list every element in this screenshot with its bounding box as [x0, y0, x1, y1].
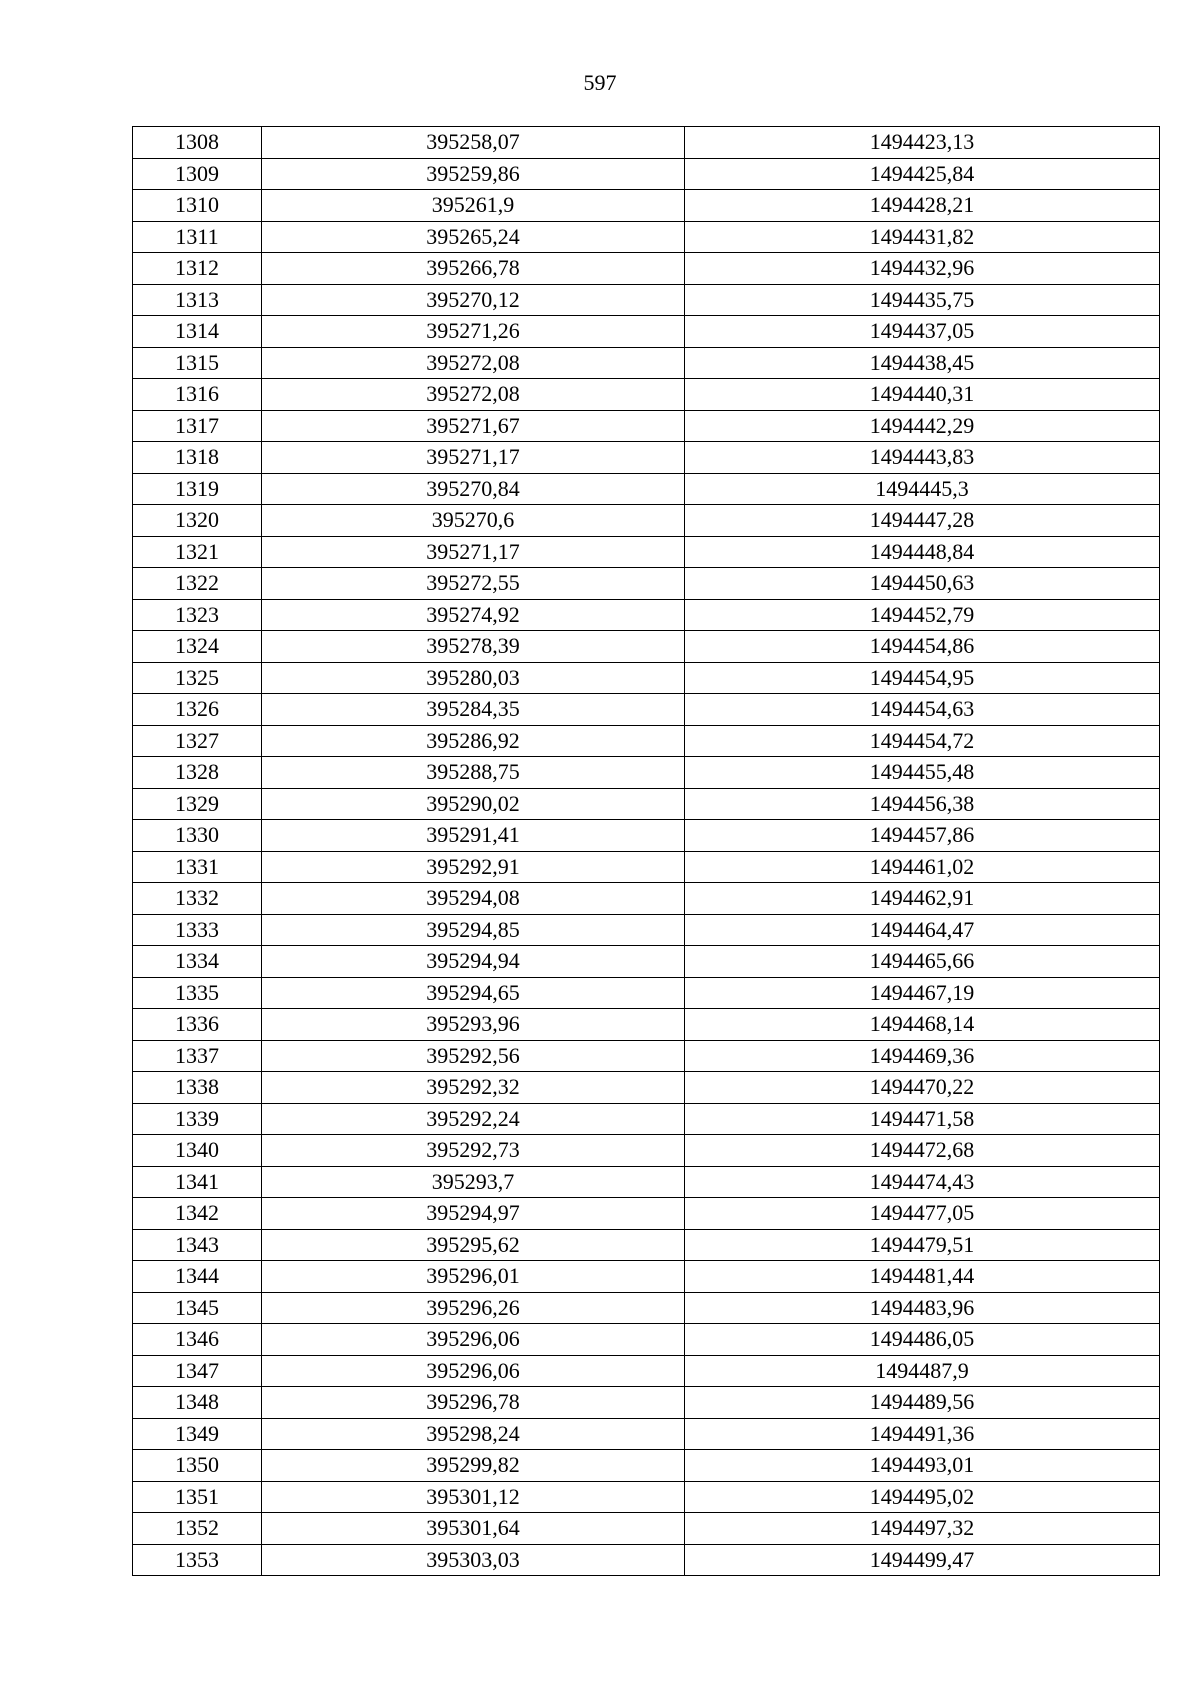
table-row [133, 1418, 1160, 1450]
y-coordinate-cell: 1494438,45 [685, 347, 1160, 379]
point-number-cell: 1322 [133, 568, 262, 600]
y-coordinate-cell: 1494454,63 [685, 694, 1160, 726]
x-coordinate-cell: 395292,56 [262, 1040, 685, 1072]
table-row [133, 1513, 1160, 1545]
x-coordinate-cell: 395265,24 [262, 221, 685, 253]
point-number-cell: 1314 [133, 316, 262, 348]
table-row [133, 347, 1160, 379]
x-coordinate-cell: 395272,55 [262, 568, 685, 600]
table-row [133, 316, 1160, 348]
point-number-cell: 1308 [133, 127, 262, 159]
table-row [133, 851, 1160, 883]
point-number-cell: 1321 [133, 536, 262, 568]
x-coordinate-cell: 395293,96 [262, 1009, 685, 1041]
x-coordinate-cell: 395271,17 [262, 536, 685, 568]
x-coordinate-cell: 395286,92 [262, 725, 685, 757]
point-number-cell: 1352 [133, 1513, 262, 1545]
table-row [133, 1166, 1160, 1198]
table-row [133, 1198, 1160, 1230]
y-coordinate-cell: 1494442,29 [685, 410, 1160, 442]
table-row [133, 725, 1160, 757]
y-coordinate-cell: 1494499,47 [685, 1544, 1160, 1576]
table-row [133, 127, 1160, 159]
table-row [133, 694, 1160, 726]
x-coordinate-cell: 395274,92 [262, 599, 685, 631]
table-row [133, 977, 1160, 1009]
x-coordinate-cell: 395278,39 [262, 631, 685, 663]
table-row [133, 410, 1160, 442]
y-coordinate-cell: 1494479,51 [685, 1229, 1160, 1261]
y-coordinate-cell: 1494464,47 [685, 914, 1160, 946]
x-coordinate-cell: 395270,6 [262, 505, 685, 537]
table-row [133, 946, 1160, 978]
table-row [133, 1135, 1160, 1167]
point-number-cell: 1329 [133, 788, 262, 820]
point-number-cell: 1332 [133, 883, 262, 915]
y-coordinate-cell: 1494437,05 [685, 316, 1160, 348]
x-coordinate-cell: 395270,12 [262, 284, 685, 316]
y-coordinate-cell: 1494472,68 [685, 1135, 1160, 1167]
x-coordinate-cell: 395270,84 [262, 473, 685, 505]
point-number-cell: 1350 [133, 1450, 262, 1482]
x-coordinate-cell: 395271,67 [262, 410, 685, 442]
y-coordinate-cell: 1494481,44 [685, 1261, 1160, 1293]
table-row [133, 1009, 1160, 1041]
y-coordinate-cell: 1494448,84 [685, 536, 1160, 568]
y-coordinate-cell: 1494440,31 [685, 379, 1160, 411]
y-coordinate-cell: 1494445,3 [685, 473, 1160, 505]
x-coordinate-cell: 395298,24 [262, 1418, 685, 1450]
x-coordinate-cell: 395259,86 [262, 158, 685, 190]
x-coordinate-cell: 395295,62 [262, 1229, 685, 1261]
table-row [133, 757, 1160, 789]
y-coordinate-cell: 1494457,86 [685, 820, 1160, 852]
point-number-cell: 1327 [133, 725, 262, 757]
point-number-cell: 1318 [133, 442, 262, 474]
table-row [133, 190, 1160, 222]
table-row [133, 253, 1160, 285]
table-row [133, 662, 1160, 694]
y-coordinate-cell: 1494450,63 [685, 568, 1160, 600]
y-coordinate-cell: 1494428,21 [685, 190, 1160, 222]
y-coordinate-cell: 1494493,01 [685, 1450, 1160, 1482]
y-coordinate-cell: 1494483,96 [685, 1292, 1160, 1324]
table-row [133, 1355, 1160, 1387]
point-number-cell: 1344 [133, 1261, 262, 1293]
point-number-cell: 1324 [133, 631, 262, 663]
x-coordinate-cell: 395301,12 [262, 1481, 685, 1513]
y-coordinate-cell: 1494470,22 [685, 1072, 1160, 1104]
point-number-cell: 1335 [133, 977, 262, 1009]
point-number-cell: 1317 [133, 410, 262, 442]
y-coordinate-cell: 1494454,86 [685, 631, 1160, 663]
point-number-cell: 1310 [133, 190, 262, 222]
y-coordinate-cell: 1494487,9 [685, 1355, 1160, 1387]
x-coordinate-cell: 395291,41 [262, 820, 685, 852]
table-row [133, 568, 1160, 600]
y-coordinate-cell: 1494486,05 [685, 1324, 1160, 1356]
point-number-cell: 1323 [133, 599, 262, 631]
point-number-cell: 1341 [133, 1166, 262, 1198]
table-row [133, 1261, 1160, 1293]
point-number-cell: 1334 [133, 946, 262, 978]
x-coordinate-cell: 395303,03 [262, 1544, 685, 1576]
x-coordinate-cell: 395292,91 [262, 851, 685, 883]
y-coordinate-cell: 1494423,13 [685, 127, 1160, 159]
y-coordinate-cell: 1494431,82 [685, 221, 1160, 253]
table-row [133, 1324, 1160, 1356]
y-coordinate-cell: 1494461,02 [685, 851, 1160, 883]
x-coordinate-cell: 395296,26 [262, 1292, 685, 1324]
point-number-cell: 1313 [133, 284, 262, 316]
y-coordinate-cell: 1494469,36 [685, 1040, 1160, 1072]
x-coordinate-cell: 395301,64 [262, 1513, 685, 1545]
x-coordinate-cell: 395296,06 [262, 1355, 685, 1387]
x-coordinate-cell: 395290,02 [262, 788, 685, 820]
y-coordinate-cell: 1494471,58 [685, 1103, 1160, 1135]
x-coordinate-cell: 395294,85 [262, 914, 685, 946]
x-coordinate-cell: 395292,73 [262, 1135, 685, 1167]
x-coordinate-cell: 395292,32 [262, 1072, 685, 1104]
x-coordinate-cell: 395280,03 [262, 662, 685, 694]
x-coordinate-cell: 395299,82 [262, 1450, 685, 1482]
table-row [133, 914, 1160, 946]
point-number-cell: 1347 [133, 1355, 262, 1387]
table-row [133, 379, 1160, 411]
y-coordinate-cell: 1494456,38 [685, 788, 1160, 820]
x-coordinate-cell: 395284,35 [262, 694, 685, 726]
table-row [133, 1229, 1160, 1261]
y-coordinate-cell: 1494435,75 [685, 284, 1160, 316]
table-row [133, 599, 1160, 631]
table-row [133, 221, 1160, 253]
point-number-cell: 1316 [133, 379, 262, 411]
x-coordinate-cell: 395272,08 [262, 347, 685, 379]
point-number-cell: 1325 [133, 662, 262, 694]
x-coordinate-cell: 395271,17 [262, 442, 685, 474]
y-coordinate-cell: 1494477,05 [685, 1198, 1160, 1230]
x-coordinate-cell: 395293,7 [262, 1166, 685, 1198]
coordinates-table-body [133, 127, 1160, 1576]
y-coordinate-cell: 1494443,83 [685, 442, 1160, 474]
table-row [133, 442, 1160, 474]
table-row [133, 1292, 1160, 1324]
table-row [133, 1103, 1160, 1135]
y-coordinate-cell: 1494454,72 [685, 725, 1160, 757]
point-number-cell: 1353 [133, 1544, 262, 1576]
y-coordinate-cell: 1494468,14 [685, 1009, 1160, 1041]
point-number-cell: 1326 [133, 694, 262, 726]
y-coordinate-cell: 1494454,95 [685, 662, 1160, 694]
y-coordinate-cell: 1494452,79 [685, 599, 1160, 631]
table-row [133, 1544, 1160, 1576]
point-number-cell: 1311 [133, 221, 262, 253]
point-number-cell: 1320 [133, 505, 262, 537]
table-row [133, 284, 1160, 316]
point-number-cell: 1328 [133, 757, 262, 789]
x-coordinate-cell: 395266,78 [262, 253, 685, 285]
x-coordinate-cell: 395261,9 [262, 190, 685, 222]
point-number-cell: 1343 [133, 1229, 262, 1261]
point-number-cell: 1337 [133, 1040, 262, 1072]
point-number-cell: 1330 [133, 820, 262, 852]
x-coordinate-cell: 395294,94 [262, 946, 685, 978]
table-row [133, 631, 1160, 663]
point-number-cell: 1312 [133, 253, 262, 285]
y-coordinate-cell: 1494495,02 [685, 1481, 1160, 1513]
point-number-cell: 1346 [133, 1324, 262, 1356]
x-coordinate-cell: 395296,06 [262, 1324, 685, 1356]
y-coordinate-cell: 1494462,91 [685, 883, 1160, 915]
table-row [133, 883, 1160, 915]
table-row [133, 158, 1160, 190]
table-row [133, 1450, 1160, 1482]
point-number-cell: 1336 [133, 1009, 262, 1041]
y-coordinate-cell: 1494455,48 [685, 757, 1160, 789]
y-coordinate-cell: 1494474,43 [685, 1166, 1160, 1198]
point-number-cell: 1345 [133, 1292, 262, 1324]
x-coordinate-cell: 395258,07 [262, 127, 685, 159]
point-number-cell: 1339 [133, 1103, 262, 1135]
y-coordinate-cell: 1494489,56 [685, 1387, 1160, 1419]
point-number-cell: 1349 [133, 1418, 262, 1450]
y-coordinate-cell: 1494497,32 [685, 1513, 1160, 1545]
point-number-cell: 1333 [133, 914, 262, 946]
x-coordinate-cell: 395272,08 [262, 379, 685, 411]
table-row [133, 788, 1160, 820]
point-number-cell: 1315 [133, 347, 262, 379]
point-number-cell: 1338 [133, 1072, 262, 1104]
y-coordinate-cell: 1494465,66 [685, 946, 1160, 978]
x-coordinate-cell: 395288,75 [262, 757, 685, 789]
y-coordinate-cell: 1494467,19 [685, 977, 1160, 1009]
y-coordinate-cell: 1494447,28 [685, 505, 1160, 537]
table-row [133, 1072, 1160, 1104]
x-coordinate-cell: 395294,08 [262, 883, 685, 915]
point-number-cell: 1319 [133, 473, 262, 505]
table-row [133, 1040, 1160, 1072]
table-row [133, 505, 1160, 537]
table-row [133, 536, 1160, 568]
table-row [133, 473, 1160, 505]
page-number: 597 [583, 70, 617, 95]
x-coordinate-cell: 395294,97 [262, 1198, 685, 1230]
point-number-cell: 1348 [133, 1387, 262, 1419]
x-coordinate-cell: 395292,24 [262, 1103, 685, 1135]
coordinates-table [132, 126, 1160, 1576]
y-coordinate-cell: 1494432,96 [685, 253, 1160, 285]
x-coordinate-cell: 395294,65 [262, 977, 685, 1009]
y-coordinate-cell: 1494425,84 [685, 158, 1160, 190]
table-row [133, 1481, 1160, 1513]
x-coordinate-cell: 395296,78 [262, 1387, 685, 1419]
x-coordinate-cell: 395296,01 [262, 1261, 685, 1293]
x-coordinate-cell: 395271,26 [262, 316, 685, 348]
point-number-cell: 1331 [133, 851, 262, 883]
table-row [133, 1387, 1160, 1419]
point-number-cell: 1340 [133, 1135, 262, 1167]
point-number-cell: 1342 [133, 1198, 262, 1230]
point-number-cell: 1351 [133, 1481, 262, 1513]
point-number-cell: 1309 [133, 158, 262, 190]
y-coordinate-cell: 1494491,36 [685, 1418, 1160, 1450]
table-row [133, 820, 1160, 852]
